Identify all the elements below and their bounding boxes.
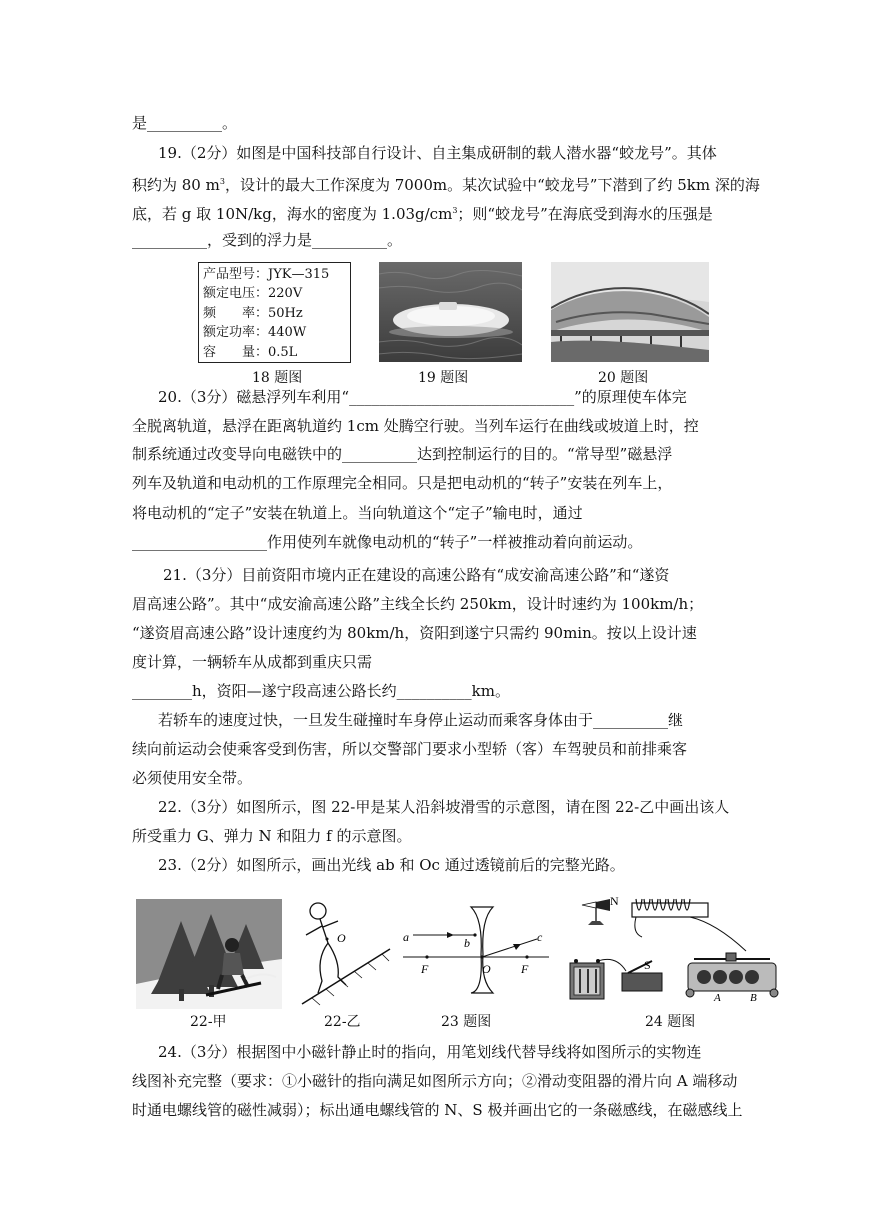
- spec-row: 容 量：0.5L: [203, 344, 298, 360]
- q21-line-1: 21.（3分）目前资阳市境内正在建设的高速公路有“成安渝高速公路”和“遂资: [163, 566, 670, 584]
- label-a-terminal: A: [714, 992, 721, 1003]
- label-f1: F: [421, 962, 429, 976]
- q21-line-5: ________h，资阳—遂宁段高速公路长约__________km。: [132, 682, 510, 700]
- q20-line-4: 列车及轨道和电动机的工作原理完全相同。只是把电动机的“转子”安装在列车上，: [132, 474, 673, 492]
- q21-line-7: 续向前运动会使乘客受到伤害，所以交警部门要求小型轿（客）车驾驶员和前排乘客: [132, 740, 688, 758]
- lens-diagram: [399, 905, 551, 995]
- q20-line-1: 20.（3分）磁悬浮列车利用“______________________________”的原理使车体完: [158, 388, 687, 406]
- q21-line-3: “遂资眉高速公路”设计速度约为 80km/h，资阳到遂宁只需约 90min。按以上设计速: [132, 624, 697, 642]
- q19-line-3a: 底，若 g 取 10N/kg，海水的密度为 1.03g/cm: [132, 205, 453, 223]
- q19-line-4: __________，受到的浮力是__________。: [132, 231, 403, 249]
- q19-line-2b: ，设计的最大工作深度为 7000m。某次试验中“蛟龙号”下潜到了约 5km 深的海: [224, 176, 760, 194]
- spec-table: [198, 262, 351, 363]
- prev-answer-line: 是__________。: [132, 114, 238, 132]
- label-a: a: [403, 930, 409, 944]
- submarine-photo: [379, 262, 522, 362]
- q21-line-4: 度计算，一辆轿车从成都到重庆只需: [132, 653, 373, 671]
- skier-photo: [136, 899, 282, 1009]
- q24-line-1: 24.（3分）根据图中小磁针静止时的指向，用笔划线代替导线将如图所示的实物连: [158, 1043, 702, 1061]
- label-n: N: [610, 894, 619, 908]
- caption-fig18: 18 题图: [252, 370, 303, 386]
- q19-line-2a: 积约为 80 m: [132, 176, 220, 194]
- q19-sup-1: 3: [219, 177, 225, 186]
- spec-row: 频 率：50Hz: [203, 305, 303, 321]
- q21-line-2: 眉高速公路”。其中“成安渝高速公路”主线全长约 250km，设计时速约为 100km/h；: [132, 595, 704, 613]
- label-c: c: [537, 930, 543, 944]
- q24-line-2: 线图补充完整（要求：①小磁针的指向满足如图所示方向；②滑动变阻器的滑片向 A 端移动: [132, 1072, 738, 1090]
- q20-line-3: 制系统通过改变导向电磁铁中的__________达到控制运行的目的。“常导型”磁悬浮: [132, 445, 673, 463]
- q22-line-1: 22.（3分）如图所示，图 22-甲是某人沿斜坡滑雪的示意图，请在图 22-乙中画出该人: [158, 798, 730, 816]
- q24-line-3: 时通电螺线管的磁性减弱）；标出通电螺线管的 N、S 极并画出它的一条磁感线，在磁感线上: [132, 1101, 743, 1119]
- q20-line-2: 全脱离轨道，悬浮在距离轨道约 1cm 处腾空行驶。当列车运行在曲线或坡道上时，控: [132, 417, 699, 435]
- q21-line-8: 必须使用安全带。: [132, 769, 253, 787]
- q22-line-2: 所受重力 G、弹力 N 和阻力 f 的示意图。: [132, 827, 412, 845]
- spec-row: 产品型号：JYK—315: [203, 267, 330, 282]
- circuit-diagram: [566, 893, 784, 1003]
- caption-fig22b: 22-乙: [324, 1014, 361, 1030]
- label-b: b: [464, 936, 470, 950]
- q19-line-2: [132, 172, 760, 195]
- label-o: O: [482, 962, 491, 976]
- q20-line-6: __________________作用使列车就像电动机的“转子”一样被推动着向前运动。: [132, 533, 643, 551]
- spec-row: 额定功率：440W: [203, 325, 307, 341]
- label-o: O: [337, 931, 346, 945]
- q23-line-1: 23.（2分）如图所示，画出光线 ab 和 Oc 通过透镜前后的完整光路。: [158, 856, 625, 874]
- spec-row: 额定电压：220V: [203, 286, 303, 302]
- caption-fig19: 19 题图: [418, 370, 469, 386]
- caption-fig23: 23 题图: [441, 1014, 492, 1030]
- q21-line-6: 若轿车的速度过快，一旦发生碰撞时车身停止运动而乘客身体由于__________继: [158, 711, 684, 729]
- caption-fig22a: 22-甲: [190, 1014, 227, 1030]
- label-b-terminal: B: [750, 992, 757, 1003]
- caption-fig20: 20 题图: [598, 370, 649, 386]
- q19-line-1: 19.（2分）如图是中国科技部自行设计、自主集成研制的载人潜水器“蛟龙号”。其体: [158, 144, 717, 162]
- q20-line-5: 将电动机的“定子”安装在轨道上。当向轨道这个“定子”输电时，通过: [132, 504, 583, 522]
- maglev-train-photo: [551, 262, 709, 362]
- label-f2: F: [521, 962, 529, 976]
- stick-figure-diagram: [292, 899, 392, 1009]
- q19-line-3: [132, 201, 713, 224]
- q19-line-3b: ；则“蛟龙号”在海底受到海水的压强是: [457, 205, 713, 223]
- label-s: S: [644, 958, 651, 972]
- q19-sup-2: 3: [452, 206, 458, 215]
- caption-fig24: 24 题图: [645, 1014, 696, 1030]
